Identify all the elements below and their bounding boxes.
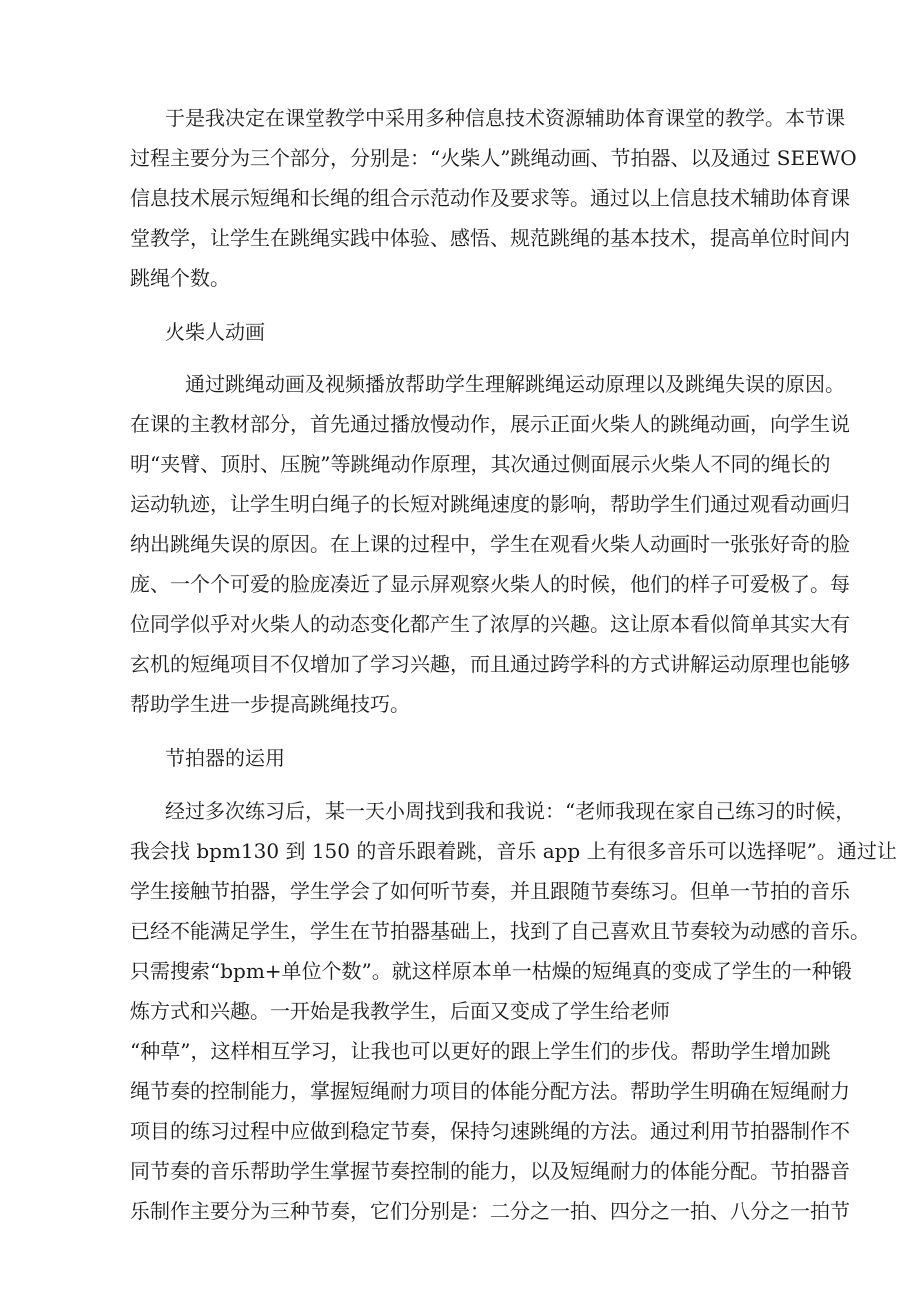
text-line: 我会找 bpm130 到 150 的音乐跟着跳，音乐 app 上有很多音乐可以选择呢”。通过让: [130, 839, 897, 863]
text-line: 帮助学生进一步提高跳绳技巧。: [130, 692, 410, 716]
text-line: 明“夹臂、顶肘、压腕”等跳绳动作原理，其次通过侧面展示火柴人不同的绳长的: [130, 452, 831, 476]
text-line: 信息技术展示短绳和长绳的组合示范动作及要求等。通过以上信息技术辅助体育课: [130, 186, 850, 210]
text-line: 经过多次练习后，某一天小周找到我和我说：“老师我现在家自己练习的时候，: [165, 799, 856, 823]
text-line: 庞、一个个可爱的脸庞凑近了显示屏观察火柴人的时候，他们的样子可爱极了。每: [130, 572, 850, 596]
text-line: 在课的主教材部分，首先通过播放慢动作，展示正面火柴人的跳绳动画，向学生说: [130, 412, 850, 436]
text-line: 于是我决定在课堂教学中采用多种信息技术资源辅助体育课堂的教学。本节课: [165, 106, 845, 130]
text-line: 跳绳个数。: [130, 266, 230, 290]
text-line: 学生接触节拍器，学生学会了如何听节奏，并且跟随节奏练习。但单一节拍的音乐: [130, 879, 850, 903]
text-line: 纳出跳绳失误的原因。在上课的过程中，学生在观看火柴人动画时一张张好奇的脸: [130, 532, 850, 556]
text-line: 只需搜索“bpm+单位个数”。就这样原本单一枯燥的短绳真的变成了学生的一种锻: [130, 959, 852, 983]
text-line: 过程主要分为三个部分，分别是：“火柴人”跳绳动画、节拍器、以及通过 SEEWO: [130, 146, 857, 170]
text-line: 玄机的短绳项目不仅增加了学习兴趣，而且通过跨学科的方式讲解运动原理也能够: [130, 652, 850, 676]
text-line: 乐制作主要分为三种节奏，它们分别是：二分之一拍、四分之一拍、八分之一拍节: [130, 1199, 850, 1223]
text-line: 同节奏的音乐帮助学生掌握节奏控制的能力，以及短绳耐力的体能分配。节拍器音: [130, 1159, 850, 1183]
text-line: 炼方式和兴趣。一开始是我教学生，后面又变成了学生给老师: [130, 999, 670, 1023]
section-heading: 火柴人动画: [165, 320, 265, 344]
section-heading: 节拍器的运用: [165, 746, 285, 770]
text-line: “种草”，这样相互学习，让我也可以更好的跟上学生们的步伐。帮助学生增加跳: [130, 1039, 831, 1063]
text-line: 运动轨迹，让学生明白绳子的长短对跳绳速度的影响，帮助学生们通过观看动画归: [130, 492, 850, 516]
text-line: 堂教学，让学生在跳绳实践中体验、感悟、规范跳绳的基本技术，提高单位时间内: [130, 226, 850, 250]
text-line: 已经不能满足学生，学生在节拍器基础上，找到了自己喜欢且节奏较为动感的音乐。: [130, 919, 870, 943]
text-line: 绳节奏的控制能力，掌握短绳耐力项目的体能分配方法。帮助学生明确在短绳耐力: [130, 1079, 850, 1103]
text-line: 位同学似乎对火柴人的动态变化都产生了浓厚的兴趣。这让原本看似简单其实大有: [130, 612, 850, 636]
text-line: 通过跳绳动画及视频播放帮助学生理解跳绳运动原理以及跳绳失误的原因。: [185, 372, 845, 396]
text-line: 项目的练习过程中应做到稳定节奏，保持匀速跳绳的方法。通过利用节拍器制作不: [130, 1119, 850, 1143]
